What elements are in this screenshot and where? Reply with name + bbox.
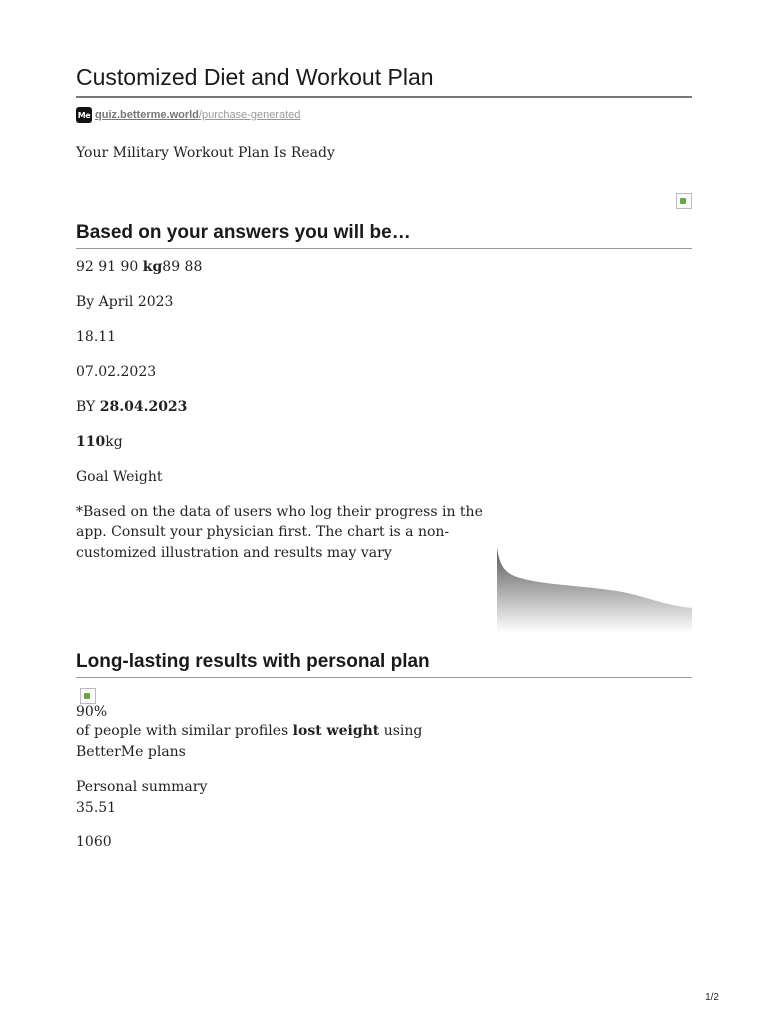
personal-summary-value: 35.51 — [76, 800, 117, 816]
stat-line-2: BetterMe plans — [76, 744, 186, 760]
personal-summary-label: Personal summary — [76, 779, 208, 795]
disclaimer-line-2: app. Consult your physician first. The chart is a non- — [76, 524, 450, 540]
target-date-label: BY — [76, 399, 100, 415]
stat-line-1 — [76, 721, 422, 741]
stat-bold: lost weight — [292, 723, 380, 739]
disclaimer-line-3: customized illustration and results may vary — [76, 545, 392, 561]
stat-prefix: of people with similar profiles — [76, 723, 293, 739]
target-date — [76, 397, 187, 417]
calories-value: 1060 — [76, 834, 112, 850]
percent-text: 90% — [76, 704, 108, 720]
goal-weight-number: 110 — [76, 434, 106, 450]
goal-weight-label: Goal Weight — [76, 469, 163, 485]
disclaimer-line-1: *Based on the data of users who log their progress in the — [76, 504, 483, 520]
value-a-text: 18.11 — [76, 329, 117, 345]
weight-scale — [76, 257, 202, 277]
broken-image-icon — [676, 193, 692, 209]
weight-scale-unit: kg — [142, 259, 163, 275]
page-title: Customized Diet and Workout Plan — [76, 64, 692, 98]
page-number: 1/2 — [705, 992, 719, 1003]
intro-text: Your Military Workout Plan Is Ready — [76, 145, 335, 161]
source-link[interactable] — [76, 107, 300, 123]
target-date-value: 28.04.2023 — [99, 399, 188, 415]
goal-weight-unit: kg — [105, 434, 123, 450]
start-date-text: 07.02.2023 — [76, 364, 157, 380]
stat-suffix: using — [379, 723, 423, 739]
betterme-logo-icon: Me — [76, 107, 92, 123]
weight-scale-prefix: 92 91 90 — [76, 259, 143, 275]
goal-weight-value — [76, 432, 123, 452]
source-domain[interactable]: quiz.betterme.world — [95, 109, 199, 121]
weight-loss-curve-illustration — [497, 545, 692, 633]
section-heading-results: Long-lasting results with personal plan — [76, 651, 692, 678]
weight-scale-suffix: 89 88 — [162, 259, 203, 275]
by-month-text: By April 2023 — [76, 294, 174, 310]
section-heading-projection: Based on your answers you will be… — [76, 222, 692, 249]
source-path[interactable]: /purchase-generated — [198, 109, 301, 121]
weight-loss-curve-area — [497, 547, 692, 633]
